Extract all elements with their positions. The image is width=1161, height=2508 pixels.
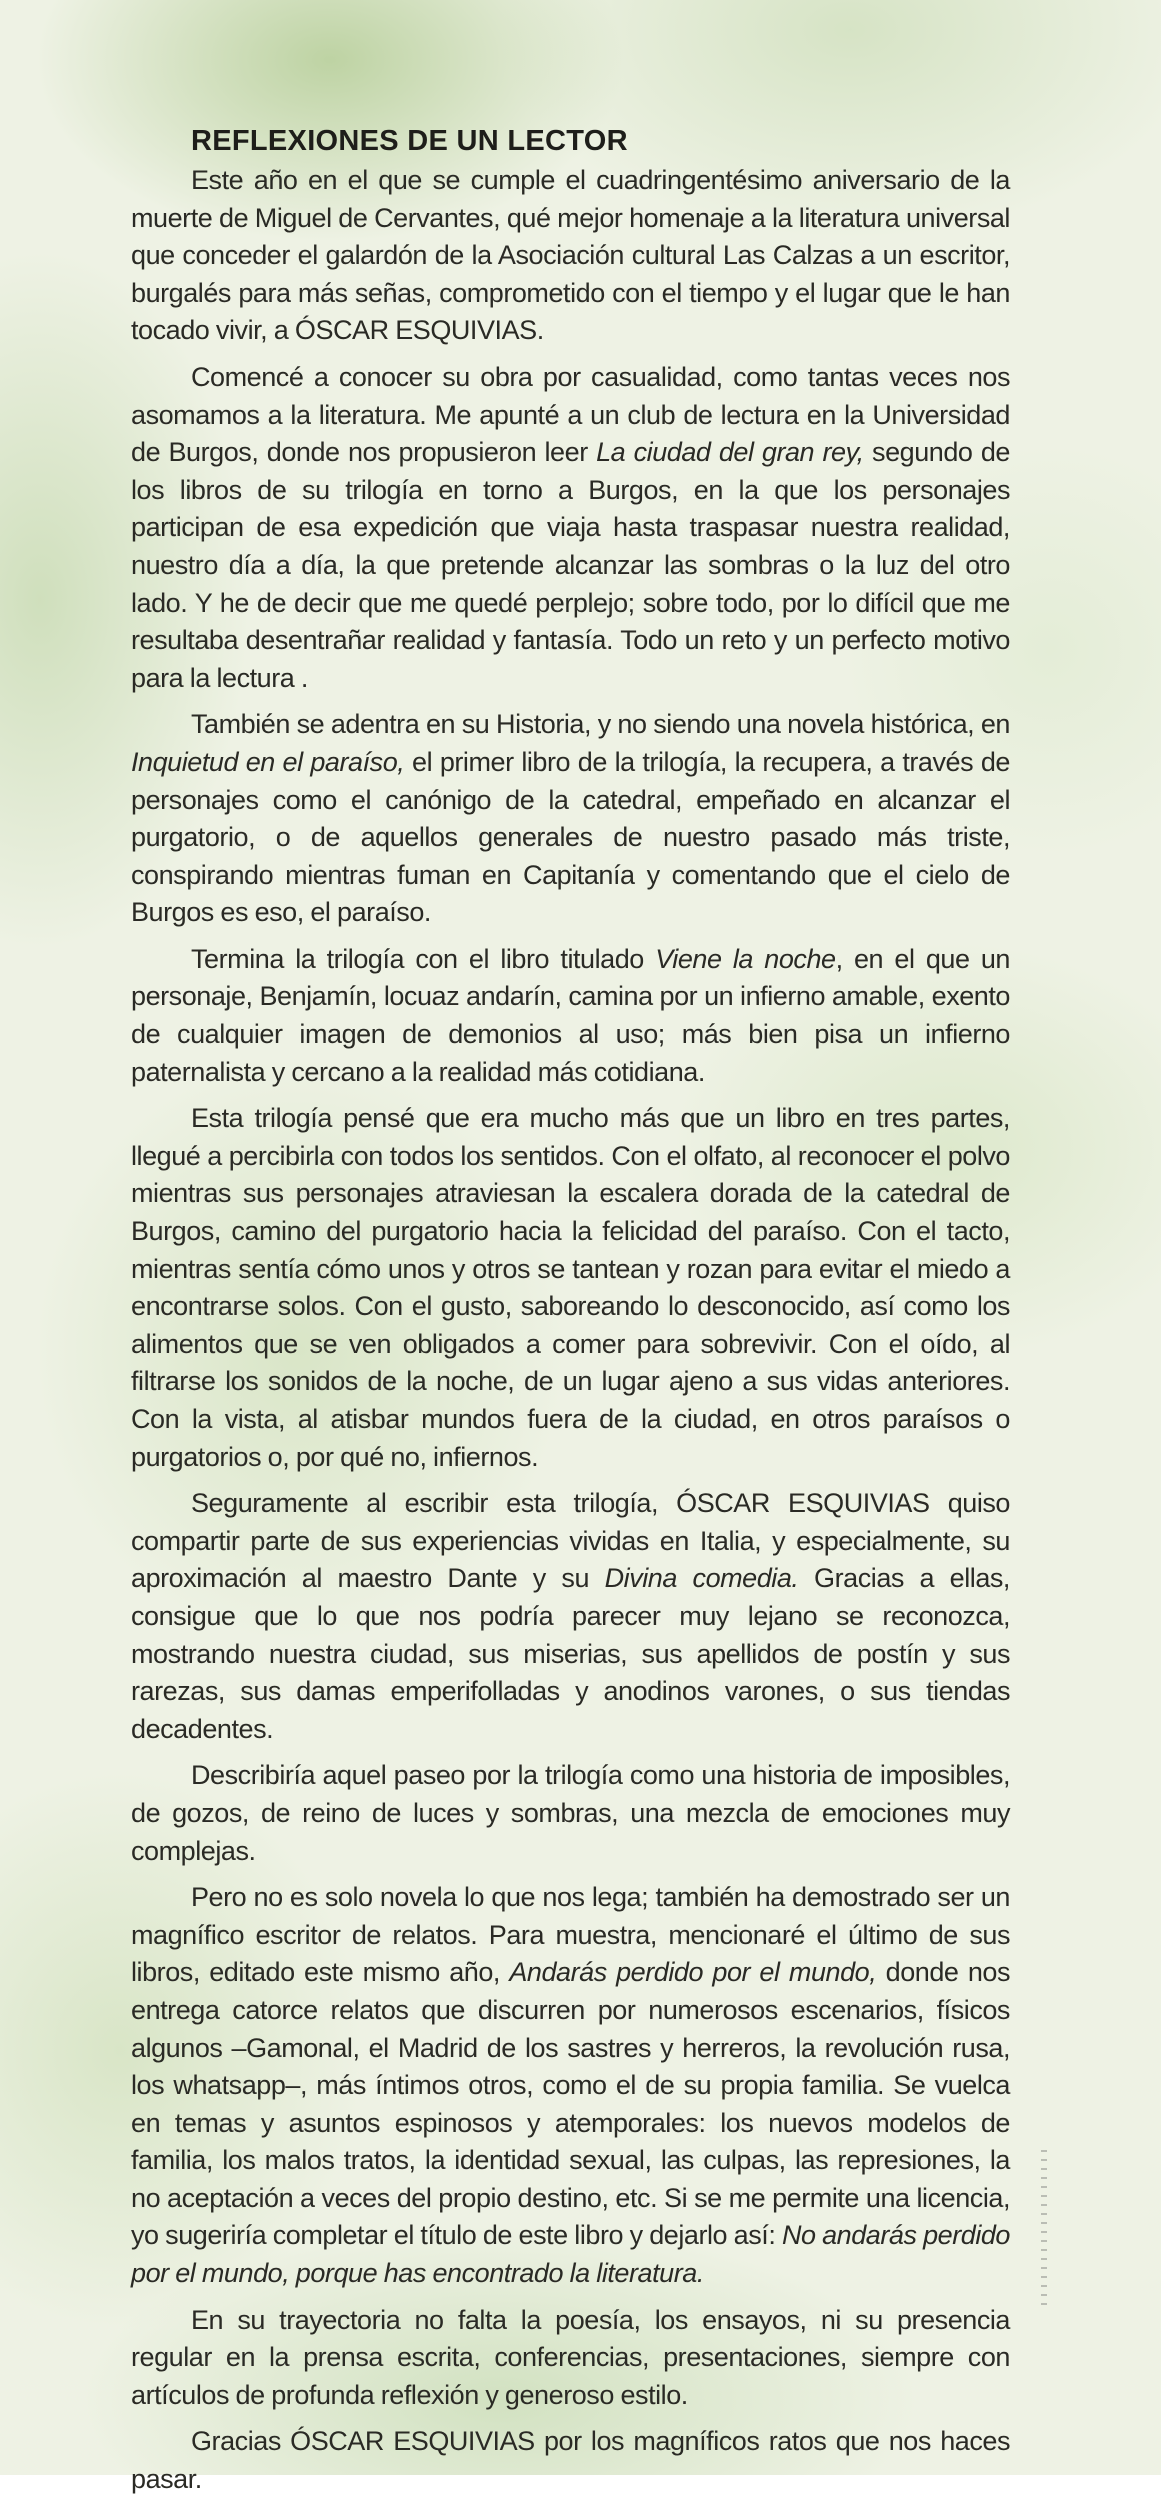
paragraph — [131, 941, 1010, 1091]
paragraph-text: donde nos entrega catorce relatos que discurren por numerosos escenarios, físicos algunos –Gamonal, el Madrid de los sastres y herreros, la revolución rusa, los whatsapp–, más íntimos otros, como el de su propia familia. Se vuelca en temas y asuntos espinosos y atemporales: los nuevos modelos de familia, los malos tratos, la identidad sexual, las culpas, las represiones, la no aceptación a veces del propio destino, etc. Si se me permite una licencia, yo sugeriría completar el título de este libro y dejarlo así: — [131, 1957, 1010, 2251]
paragraph-text: También se adentra en su Historia, y no siendo una novela histórica, en — [191, 709, 1010, 740]
article — [131, 122, 1010, 2508]
paragraph — [131, 359, 1010, 697]
paragraph-text: Esta trilogía pensé que era mucho más que un libro en tres partes, llegué a percibirla con todos los sentidos. Con el olfato, al reconocer el polvo mientras sus personajes atraviesan la escalera dorada de la catedral de Burgos, camino del purgatorio hacia la felicidad del paraíso. Con el tacto, mientras sentía cómo unos y otros se tantean y rozan para evitar el miedo a encontrarse solos. Con el gusto, saboreando lo desconocido, así como los alimentos que se ven obligados a comer para sobrevivir. Con el oído, al filtrarse los sonidos de la noche, de un lugar ajeno a sus vidas anteriores. Con la vista, al atisbar mundos fuera de la ciudad, en otros paraísos o purgatorios o, por qué no, infiernos. — [131, 1103, 1010, 1472]
paragraph-text: el primer libro de la trilogía, la recupera, a través de personajes como el canónigo de la catedral, empeñado en alcanzar el purgatorio, o de aquellos generales de nuestro pasado más triste, conspirando mientras fuman en Capitanía y comentando que el cielo de Burgos es eso, el paraíso. — [131, 746, 1010, 928]
scan-edge-marks — [1041, 2150, 1047, 2310]
book-title: La ciudad del gran rey, — [596, 437, 864, 468]
paragraph-text: Describiría aquel paseo por la trilogía como una historia de imposibles, de gozos, de reino de luces y sombras, una mezcla de emociones muy complejas. — [131, 1760, 1010, 1866]
paragraph-text: Gracias ÓSCAR ESQUIVIAS por los magníficos ratos que nos haces pasar. — [131, 2426, 1010, 2495]
book-title: Andarás perdido por el mundo, — [509, 1957, 877, 1988]
italic-quote: No andarás perdido por el mundo, porque has encontrado la literatura. — [131, 2220, 1010, 2289]
paragraph — [131, 1757, 1010, 1870]
book-title: Divina comedia. — [604, 1563, 799, 1594]
paragraph — [131, 162, 1010, 350]
paragraph-text: Termina la trilogía con el libro titulado — [191, 943, 656, 974]
paragraph-text: Comencé a conocer su obra por casualidad, como tantas veces nos asomamos a la literatura. Me apunté a un club de lectura en la Universidad de Burgos, donde nos propusieron leer — [131, 361, 1010, 468]
paragraph-text: Pero no es solo novela lo que nos lega; también ha demostrado ser un magnífico escritor de relatos. Para muestra, mencionaré el último de sus libros, editado este mismo año, — [131, 1882, 1010, 1988]
paragraph-text: Seguramente al escribir esta trilogía, ÓSCAR ESQUIVIAS quiso compartir parte de sus experiencias vividas en Italia, y especialmente, su aproximación al maestro Dante y su — [131, 1488, 1010, 1594]
paragraph — [131, 1485, 1010, 1748]
book-title: Inquietud en el paraíso, — [131, 746, 405, 777]
paragraph — [131, 706, 1010, 932]
book-title: Viene la noche — [655, 943, 836, 974]
paragraph-text: En su trayectoria no falta la poesía, los ensayos, ni su presencia regular en la prensa escrita, conferencias, presentaciones, siempre con artículos de profunda reflexión y generoso estilo. — [131, 2304, 1010, 2410]
paragraph-text: Este año en el que se cumple el cuadringentésimo aniversario de la muerte de Miguel de Cervantes, qué mejor homenaje a la literatura universal que conceder el galardón de la Asociación cultural Las Calzas a un escritor, burgalés para más señas, comprometido con el tiempo y el lugar que le han tocado vivir, a ÓSCAR ESQUIVIAS. — [131, 165, 1010, 346]
paragraph-text: segundo de los libros de su trilogía en torno a Burgos, en la que los personajes participan de esa expedición que viaja hasta traspasar nuestra realidad, nuestro día a día, la que pretende alcanzar las sombras o la luz del otro lado. Y he de decir que me quedé perplejo; sobre todo, por lo difícil que me resultaba desentrañar realidad y fantasía. Todo un reto y un perfecto motivo para la lectura . — [131, 437, 1010, 693]
paragraph — [131, 1879, 1010, 2293]
paragraph-text: Gracias a ellas, consigue que lo que nos podría parecer muy lejano se reconozca, mostrando nuestra ciudad, sus miserias, sus apellidos de postín y sus rarezas, sus damas emperifolladas y anodinos varones, o sus tiendas decadentes. — [131, 1563, 1010, 1744]
article-title: REFLEXIONES DE UN LECTOR — [191, 125, 628, 157]
paragraph-text: , en el que un personaje, Benjamín, locuaz andarín, camina por un infierno amable, exento de cualquier imagen de demonios al uso; más bien pisa un infierno paternalista y cercano a la realidad más cotidiana. — [131, 943, 1010, 1087]
paragraph — [131, 1100, 1010, 1476]
paragraph — [131, 2302, 1010, 2415]
paragraph — [131, 2423, 1010, 2498]
